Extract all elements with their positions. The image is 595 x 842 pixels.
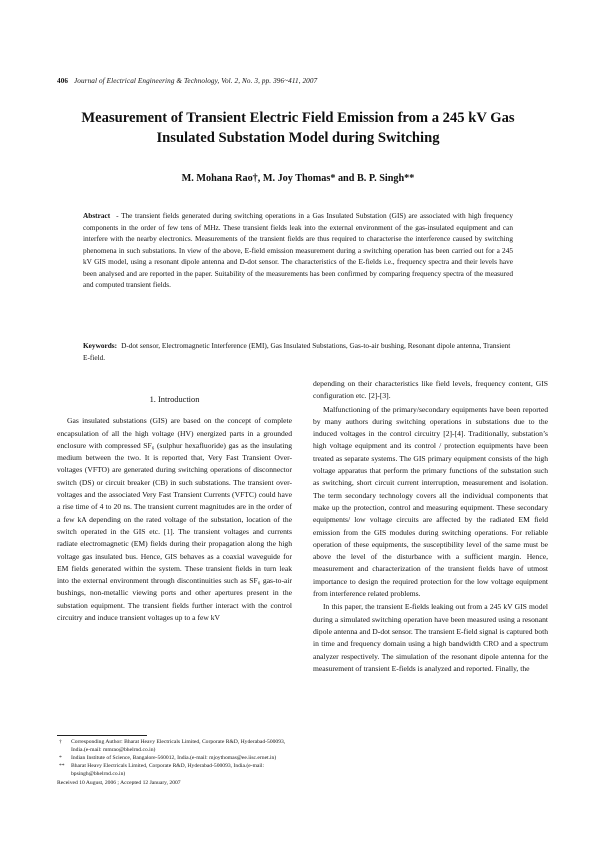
footnote-mark: ** [59,762,65,769]
page-number: 406 [57,77,69,85]
right-column [313,378,548,675]
body-paragraph: Gas insulated substations (GIS) are based on the concept of complete encapsulation of all the high voltage (HV) energized parts in a grounded enclosure with compressed SF₆ (sulphur hexafluoride) gas as the insulating medium between the two. It is reported that, Very Fast Transient Over-voltages (VFTO) are generated during switching operations of disconnector switch (DS) or circuit breaker (CB) in such substations. The transient over-voltages and the associated Very Fast Transient Currents (VFTC) could have a rise time of 4 to 20 ns. The transient current magnitudes are in the order of a few kA depending on the rated voltage of the substation, location of the switch operated in the GIS etc. [1]. The transient voltages and currents radiate electromagnetic (EM) fields during their propagation along the high voltage gas insulated bus. Hence, GIS behaves as a coaxial waveguide for EM fields generated within the system. These transient fields in turn leak into the external environment through discontinuities such as SF₆ gas-to-air bushings, non-metallic viewing ports and other apertures present in the substation equipment. The transient fields further interact with the control circuitry and induce transient voltages up to a few kV [57,416,292,623]
footnote-text: Bharat Heavy Electricals Limited, Corporate R&D, Hyderabad-500093, India.(e-mail: bpsingh@bhelrnd.co.in) [71,762,265,777]
keywords-label: Keywords: [83,341,118,350]
author-list: M. Mohana Rao†, M. Joy Thomas* and B. P. Singh** [181,173,415,184]
footnote [57,739,292,755]
body-paragraph: depending on their characteristics like field levels, frequency content, GIS configuration etc. [2]-[3]. [313,379,548,401]
abstract-text: - The transient fields generated during switching operations in a Gas Insulated Substation (GIS) are associated with high frequency components in the order of few tens of MHz. These transient fields leak into the external environment of the gas-insulated equipment and can interfere with the nearby electronics. Measurements of the transient fields are thus required to characterise the interference caused by switching phenomena in such substations. In view of the above, E-field emission measurement during a switching operation has been carried out for a 245 kV GIS model, using a resonant dipole antenna and D-dot sensor. The characteristics of the E-fields i.e., frequency spectra and their levels have been analysed and are reported in the paper. Suitability of the measurements has been confirmed by comparing frequency spectra of the measured and computed transient fields. [83,211,513,290]
received-date: Received 10 August, 2006 ; Accepted 12 January, 2007 [57,779,181,786]
footnote-text: Corresponding Author: Bharat Heavy Electricals Limited, Corporate R&D, Hyderabad-500093, India.(e-mail: mmrao@bhelrnd.co.in) [71,739,286,753]
section-heading: 1. Introduction [149,395,200,404]
footnote [57,763,292,779]
running-header [57,77,317,85]
keywords [83,340,513,363]
keywords-text: D-dot sensor, Electromagnetic Interference (EMI), Gas Insulated Substations, Gas-to-air bushing, Resonant dipole antenna, Transient E-field. [83,341,511,362]
body-paragraph: Malfunctioning of the primary/secondary equipments have been reported by many authors during switching operations in substations due to the induced voltages in the control circuitry [2]-[4]. Traditionally, substation’s high voltage equipment and its control / protection equipments have been treated as separate systems. The GIS primary equipment consists of the high voltage apparatus that perform the primary functions of the substation such as switching, short circuit current interruption, measurement and isolation. The term secondary technology covers all the individual components that make up the protection, control and measuring equipment. These secondary equipments/ low voltage circuits are affected by the radiated EM field emission from the GIS modules during switching operations. For reliable operation of these equipments, the susceptibility level of the same must be above the level of the disturbance with a sufficient margin. Hence, measurement and characterization of the transient fields have of utmost importance to design the required protection for the low voltage equipment from interference related problems. [313,404,548,599]
footnote-text: Indian Institute of Science, Bangalore-560012, India.(e-mail: mjoythomas@ee.iisc.ernet.in) [71,754,277,761]
left-column [57,375,292,624]
journal-citation: Journal of Electrical Engineering & Technology, Vol. 2, No. 3, pp. 396~411, 2007 [74,77,318,85]
abstract [83,210,513,291]
abstract-label: Abstract [83,211,111,220]
body-paragraph: In this paper, the transient E-fields leaking out from a 245 kV GIS model during a simulated switching operation have been measured using a resonant dipole antenna and D-dot sensor. The transient E-field signal is captured both in time and frequency domain using a high bandwidth CRO and a spectrum analyzer respectively. The simulation of the resonant dipole antenna for the measurement of transient E-fields is analyzed and reported. Finally, the [313,602,548,673]
footnote-rule [57,735,147,736]
footnote [57,755,292,763]
footnote-mark: † [59,739,62,745]
footnotes [57,735,292,787]
paper-title: Measurement of Transient Electric Field Emission from a 245 kV Gas Insulated Substation Model during Switching [81,110,515,146]
footnote-mark: * [59,754,62,761]
